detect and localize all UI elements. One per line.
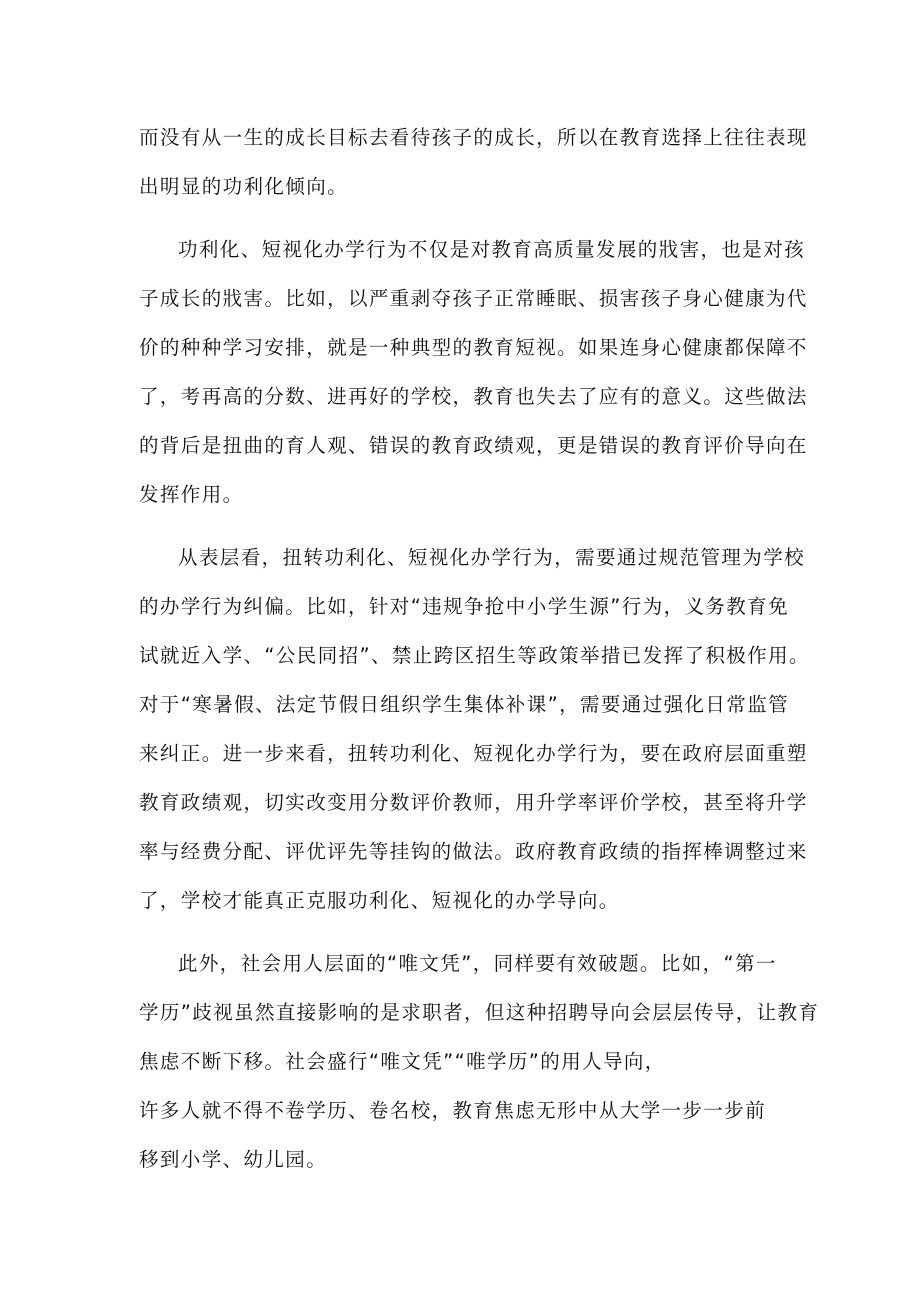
paragraph-3-line-3: 试就近入学、“公民同招”、禁止跨区招生等政策举措已发挥了积极作用。	[139, 644, 810, 667]
paragraph-3-line-8: 了，学校才能真正克服功利化、短视化的办学导向。	[139, 889, 620, 912]
paragraph-3-line-5: 来纠正。进一步来看，扭转功利化、短视化办学行为，要在政府层面重塑	[139, 742, 808, 765]
paragraph-2-line-5: 的背后是扭曲的育人观、错误的教育政绩观，更是错误的教育评价导向在	[139, 434, 808, 457]
paragraph-3-line-7: 率与经费分配、评优评先等挂钩的做法。政府教育政绩的指挥棒调整过来	[139, 840, 808, 863]
paragraph-2-line-4: 了，考再高的分数、进再好的学校，教育也失去了应有的意义。这些做法	[139, 385, 808, 408]
paragraph-4-line-1: 此外，社会用人层面的“唯文凭”，同样要有效破题。比如，“第一	[178, 952, 777, 975]
paragraph-2-line-3: 价的种种学习安排，就是一种典型的教育短视。如果连身心健康都保障不	[139, 336, 808, 359]
paragraph-3-line-1: 从表层看，扭转功利化、短视化办学行为，需要通过规范管理为学校	[178, 546, 806, 569]
paragraph-1-line-2: 出明显的功利化倾向。	[139, 175, 349, 198]
paragraph-4-line-2: 学历”歧视虽然直接影响的是求职者，但这种招聘导向会层层传导，让教育	[139, 1001, 820, 1024]
paragraph-2-line-1: 功利化、短视化办学行为不仅是对教育高质量发展的戕害，也是对孩	[178, 238, 806, 261]
paragraph-3-line-6: 教育政绩观，切实改变用分数评价教师，用升学率评价学校，甚至将升学	[139, 791, 808, 814]
paragraph-4-line-4: 许多人就不得不卷学历、卷名校，教育焦虑无形中从大学一步一步前	[139, 1099, 767, 1122]
paragraph-2-line-6: 发挥作用。	[139, 483, 244, 506]
paragraph-3-line-2: 的办学行为纠偏。比如，针对“违规争抢中小学生源”行为，义务教育免	[139, 595, 790, 618]
paragraph-1-line-1: 而没有从一生的成长目标去看待孩子的成长，所以在教育选择上往往表现	[139, 126, 808, 149]
paragraph-3-line-4: 对于“寒暑假、法定节假日组织学生集体补课”，需要通过强化日常监管	[139, 693, 790, 716]
paragraph-4-line-5: 移到小学、幼儿园。	[139, 1148, 328, 1171]
paragraph-4-line-3: 焦虑不断下移。社会盛行“唯文凭”“唯学历”的用人导向，	[139, 1050, 666, 1073]
paragraph-2-line-2: 子成长的戕害。比如，以严重剥夺孩子正常睡眠、损害孩子身心健康为代	[139, 287, 808, 310]
